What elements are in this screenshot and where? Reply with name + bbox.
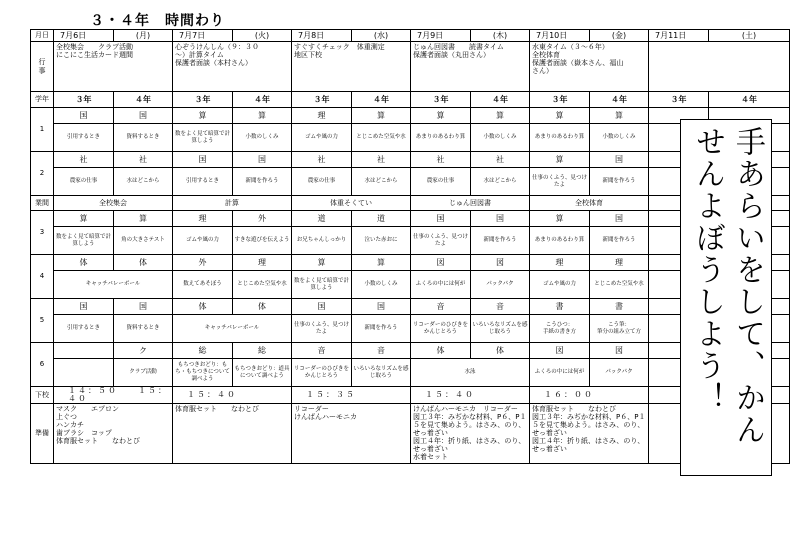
topic-cell: 数をよく見て暗算で計算しよう (173, 124, 233, 152)
table-row (31, 299, 790, 315)
topic-cell: パックパク (590, 359, 649, 387)
subject-cell: 国 (114, 108, 173, 124)
topic-cell: 水はどこから (114, 168, 173, 196)
subject-cell: 国 (54, 299, 114, 315)
topic-cell: 引用するとき (54, 124, 114, 152)
subject-cell: 国 (471, 211, 530, 227)
grade-4-header: ４年 (233, 92, 292, 108)
table-row (31, 92, 790, 108)
topic-cell: あまりのあるわり算 (530, 227, 590, 255)
topic-cell: ゴムや風の力 (173, 227, 233, 255)
day-of-week: (木) (471, 30, 530, 42)
topic-cell: キャッチバレーボール (173, 315, 292, 343)
topic-cell: 新聞を作ろう (233, 168, 292, 196)
subject-cell: 体 (54, 255, 114, 271)
period-label: 4 (31, 255, 54, 299)
day-date: 7月11日 (649, 30, 709, 42)
subject-cell: 算 (173, 108, 233, 124)
grade-3-header: ３年 (649, 92, 709, 108)
day-events (649, 42, 790, 92)
subject-cell: 理 (292, 108, 352, 124)
subject-cell: 体 (233, 299, 292, 315)
table-row (31, 42, 790, 92)
subject-cell: 総 (173, 343, 233, 359)
topic-cell: 小数のしくみ (471, 124, 530, 152)
subject-cell: 体 (411, 343, 471, 359)
topic-cell: もちつきおどり：道具について調べよう (233, 359, 292, 387)
topic-cell: 仕事のくふう、見つけたよ (411, 227, 471, 255)
subject-cell: 算 (292, 255, 352, 271)
table-row (31, 124, 790, 152)
subject-cell: 国 (352, 299, 411, 315)
recess-label: 業間 (31, 196, 54, 211)
prep-items: 体育服セット なわとび 図工３年：みぢかな材料、P６、P１５を見て集めよう。はさみ、のり、せっ着ざい 図工４年：折り紙、はさみ、のり、せっ着ざい (530, 404, 649, 464)
subject-cell: 理 (233, 255, 292, 271)
topic-cell: 水泳 (411, 359, 530, 387)
recess-activity: 計算 (173, 196, 292, 211)
subject-cell: 総 (233, 343, 292, 359)
dismissal-label: 下校 (31, 387, 54, 404)
topic-cell: 水はどこから (352, 168, 411, 196)
prep-items: リコーダー けんばんハーモニカ (292, 404, 411, 464)
subject-cell: 国 (411, 211, 471, 227)
period-label: 2 (31, 152, 54, 196)
prep-label: 準備 (31, 404, 54, 464)
subject-cell: 理 (590, 255, 649, 271)
topic-cell: キャッチバレーボール (54, 271, 173, 299)
topic-cell: 農家の仕事 (411, 168, 471, 196)
grade-4-header: ４年 (352, 92, 411, 108)
topic-cell: リコーダーのひびきをかんじとろう (292, 359, 352, 387)
topic-cell: 新聞を作ろう (590, 168, 649, 196)
subject-cell: 社 (352, 152, 411, 168)
topic-cell: こう筆： 筆分の組み立て方 (590, 315, 649, 343)
dismissal-time: １６：００ (530, 387, 649, 404)
topic-cell: 小数のしくみ (352, 271, 411, 299)
month-day-label: 月日 (31, 30, 54, 42)
subject-cell: 算 (530, 211, 590, 227)
subject-cell: 社 (292, 152, 352, 168)
topic-cell: ゴムや風の力 (292, 124, 352, 152)
topic-cell: いろいろなリズムを感じ取ろう (471, 315, 530, 343)
topic-cell: とじこめた空気や水 (590, 271, 649, 299)
subject-cell: 図 (590, 343, 649, 359)
day-events: すぐすくチェック 体重測定 地区下校 (292, 42, 411, 92)
topic-cell: 小数のしくみ (233, 124, 292, 152)
day-date: 7月10日 (530, 30, 590, 42)
period-label: 6 (31, 343, 54, 387)
topic-cell: あまりのあるわり算 (411, 124, 471, 152)
subject-cell: 図 (471, 255, 530, 271)
recess-activity: 体重そくてい (292, 196, 411, 211)
topic-cell: リコーダーのひびきをかんじとろう (411, 315, 471, 343)
day-of-week: (火) (233, 30, 292, 42)
subject-cell: 体 (114, 255, 173, 271)
table-row (31, 387, 790, 404)
day-date: 7月7日 (173, 30, 233, 42)
handwash-notice: 手あらいをして、かんせんよぼうしよう！ (680, 119, 772, 476)
subject-cell: 算 (352, 108, 411, 124)
table-row (31, 359, 790, 387)
topic-cell: いろいろなリズムを感じ取ろう (352, 359, 411, 387)
topic-cell: 小数のしくみ (590, 124, 649, 152)
subject-cell: 理 (173, 211, 233, 227)
table-row (31, 108, 790, 124)
subject-cell: 算 (530, 108, 590, 124)
day-events: 全校集会 クラブ活動 にこにこ生活カード週間 (54, 42, 173, 92)
subject-cell: 国 (590, 211, 649, 227)
subject-cell: 音 (352, 343, 411, 359)
day-date: 7月9日 (411, 30, 471, 42)
topic-cell: あまりのあるわり算 (530, 124, 590, 152)
subject-cell: 算 (590, 108, 649, 124)
topic-cell: 角の大きさテスト (114, 227, 173, 255)
subject-cell: 国 (292, 299, 352, 315)
prep-items: マスク エプロン 上ぐつ ハンカチ 歯ブラシ コップ 体育服セット なわとび (54, 404, 173, 464)
subject-cell: 体 (173, 299, 233, 315)
topic-cell: 新聞を作ろう (590, 227, 649, 255)
topic-cell: こうひつ： 手紙の書き方 (530, 315, 590, 343)
subject-cell: ク (114, 343, 173, 359)
topic-cell: 水はどこから (471, 168, 530, 196)
subject-cell: 国 (54, 108, 114, 124)
grade-4-header: ４年 (114, 92, 173, 108)
topic-cell: 数えてあそぼう (173, 271, 233, 299)
subject-cell: 国 (173, 152, 233, 168)
grade-3-header: ３年 (411, 92, 471, 108)
topic-cell: 新聞を作ろう (471, 227, 530, 255)
topic-cell: 資料するとき (114, 315, 173, 343)
topic-cell: 農家の仕事 (54, 168, 114, 196)
table-row (31, 30, 790, 42)
topic-cell: 農家の仕事 (292, 168, 352, 196)
topic-cell: とじこめた空気や水 (233, 271, 292, 299)
table-row (31, 343, 790, 359)
table-row (31, 255, 790, 271)
day-of-week: (水) (352, 30, 411, 42)
prep-items: けんばんハーモニカ リコーダー 図工３年：みぢかな材料、P６、P１５を見て集めよう。はさみ、のり、せっ着ざい 図工４年：折り紙、はさみ、のり、せっ着ざい 水着セット (411, 404, 530, 464)
topic-cell: 仕事のくふう、見つけたよ (292, 315, 352, 343)
subject-cell: 算 (530, 152, 590, 168)
events-label: 行 事 (31, 42, 54, 92)
topic-cell: パックパク (471, 271, 530, 299)
day-of-week: (月) (114, 30, 173, 42)
day-of-week: (土) (709, 30, 790, 42)
subject-cell: 国 (590, 152, 649, 168)
prep-items: 体育服セット なわとび (173, 404, 292, 464)
subject-cell: 算 (471, 108, 530, 124)
day-events: 心ぞうけんしん（９：３０ ～）計算タイム 保護者面談（本村さん） (173, 42, 292, 92)
subject-cell: 書 (530, 299, 590, 315)
subject-cell: 外 (233, 211, 292, 227)
topic-cell: もちつきおどり：もち・もちつきについて調べよう (173, 359, 233, 387)
subject-cell: 体 (471, 343, 530, 359)
grade-4-header: ４年 (590, 92, 649, 108)
day-events: じゅん回図書 読書タイム 保護者面談（丸田さん） (411, 42, 530, 92)
grade-label: 学年 (31, 92, 54, 108)
grade-3-header: ３年 (173, 92, 233, 108)
recess-activity: 全校集会 (54, 196, 173, 211)
subject-cell: 算 (54, 211, 114, 227)
subject-cell: 算 (411, 108, 471, 124)
table-row (31, 168, 790, 196)
grade-3-header: ３年 (530, 92, 590, 108)
subject-cell: 書 (590, 299, 649, 315)
topic-cell: クラブ活動 (114, 359, 173, 387)
topic-cell (54, 359, 114, 387)
table-row (31, 211, 790, 227)
topic-cell: 数をよく見て暗算で計算しよう (54, 227, 114, 255)
topic-cell: 泣いた赤おに (352, 227, 411, 255)
topic-cell: 数をよく見て暗算で計算しよう (292, 271, 352, 299)
day-events: 水東タイム（３～６年） 全校体育 保護者面談（嶽本さん、福山 さん） (530, 42, 649, 92)
grade-4-header: ４年 (471, 92, 530, 108)
topic-cell: ふくろの中には何が (530, 359, 590, 387)
subject-cell: 道 (352, 211, 411, 227)
subject-cell: 社 (471, 152, 530, 168)
topic-cell: 引用するとき (54, 315, 114, 343)
subject-cell: 国 (114, 299, 173, 315)
grade-4-header: ４年 (709, 92, 790, 108)
subject-cell: 図 (411, 255, 471, 271)
subject-cell: 理 (530, 255, 590, 271)
subject-cell: 国 (233, 152, 292, 168)
table-row (31, 315, 790, 343)
subject-cell: 図 (530, 343, 590, 359)
table-row (31, 404, 790, 464)
subject-cell: 算 (233, 108, 292, 124)
topic-cell: 新聞を作ろう (352, 315, 411, 343)
table-row (31, 227, 790, 255)
period-label: 1 (31, 108, 54, 152)
topic-cell: 仕事のくふう、見つけたよ (530, 168, 590, 196)
period-label: 5 (31, 299, 54, 343)
subject-cell: 音 (411, 299, 471, 315)
dismissal-time: １５：３５ (292, 387, 411, 404)
subject-cell: 算 (352, 255, 411, 271)
topic-cell: とじこめた空気や水 (352, 124, 411, 152)
subject-cell (54, 343, 114, 359)
subject-cell: 音 (471, 299, 530, 315)
topic-cell: お兄ちゃんしっかり (292, 227, 352, 255)
table-row (31, 271, 790, 299)
day-date: 7月8日 (292, 30, 352, 42)
recess-activity: じゅん回図書 (411, 196, 530, 211)
grade-3-header: ３年 (292, 92, 352, 108)
topic-cell: ふくろの中には何が (411, 271, 471, 299)
topic-cell: 資料するとき (114, 124, 173, 152)
dismissal-time: １５：４０ (411, 387, 530, 404)
subject-cell: 社 (411, 152, 471, 168)
subject-cell: 算 (114, 211, 173, 227)
day-date: 7月6日 (54, 30, 114, 42)
day-of-week: (金) (590, 30, 649, 42)
page-title: ３・４年 時間わり (90, 13, 225, 29)
table-row (31, 152, 790, 168)
subject-cell: 外 (173, 255, 233, 271)
grade-3-header: ３年 (54, 92, 114, 108)
period-label: 3 (31, 211, 54, 255)
topic-cell: すきな遊びを伝えよう (233, 227, 292, 255)
dismissal-time: １４：５０ １５：４０ (54, 387, 173, 404)
timetable (30, 29, 790, 464)
dismissal-time: １５：４０ (173, 387, 292, 404)
recess-activity: 全校体育 (530, 196, 649, 211)
subject-cell: 音 (292, 343, 352, 359)
topic-cell: ゴムや風の力 (530, 271, 590, 299)
subject-cell: 社 (114, 152, 173, 168)
subject-cell: 道 (292, 211, 352, 227)
topic-cell: 引用するとき (173, 168, 233, 196)
subject-cell: 社 (54, 152, 114, 168)
table-row (31, 196, 790, 211)
